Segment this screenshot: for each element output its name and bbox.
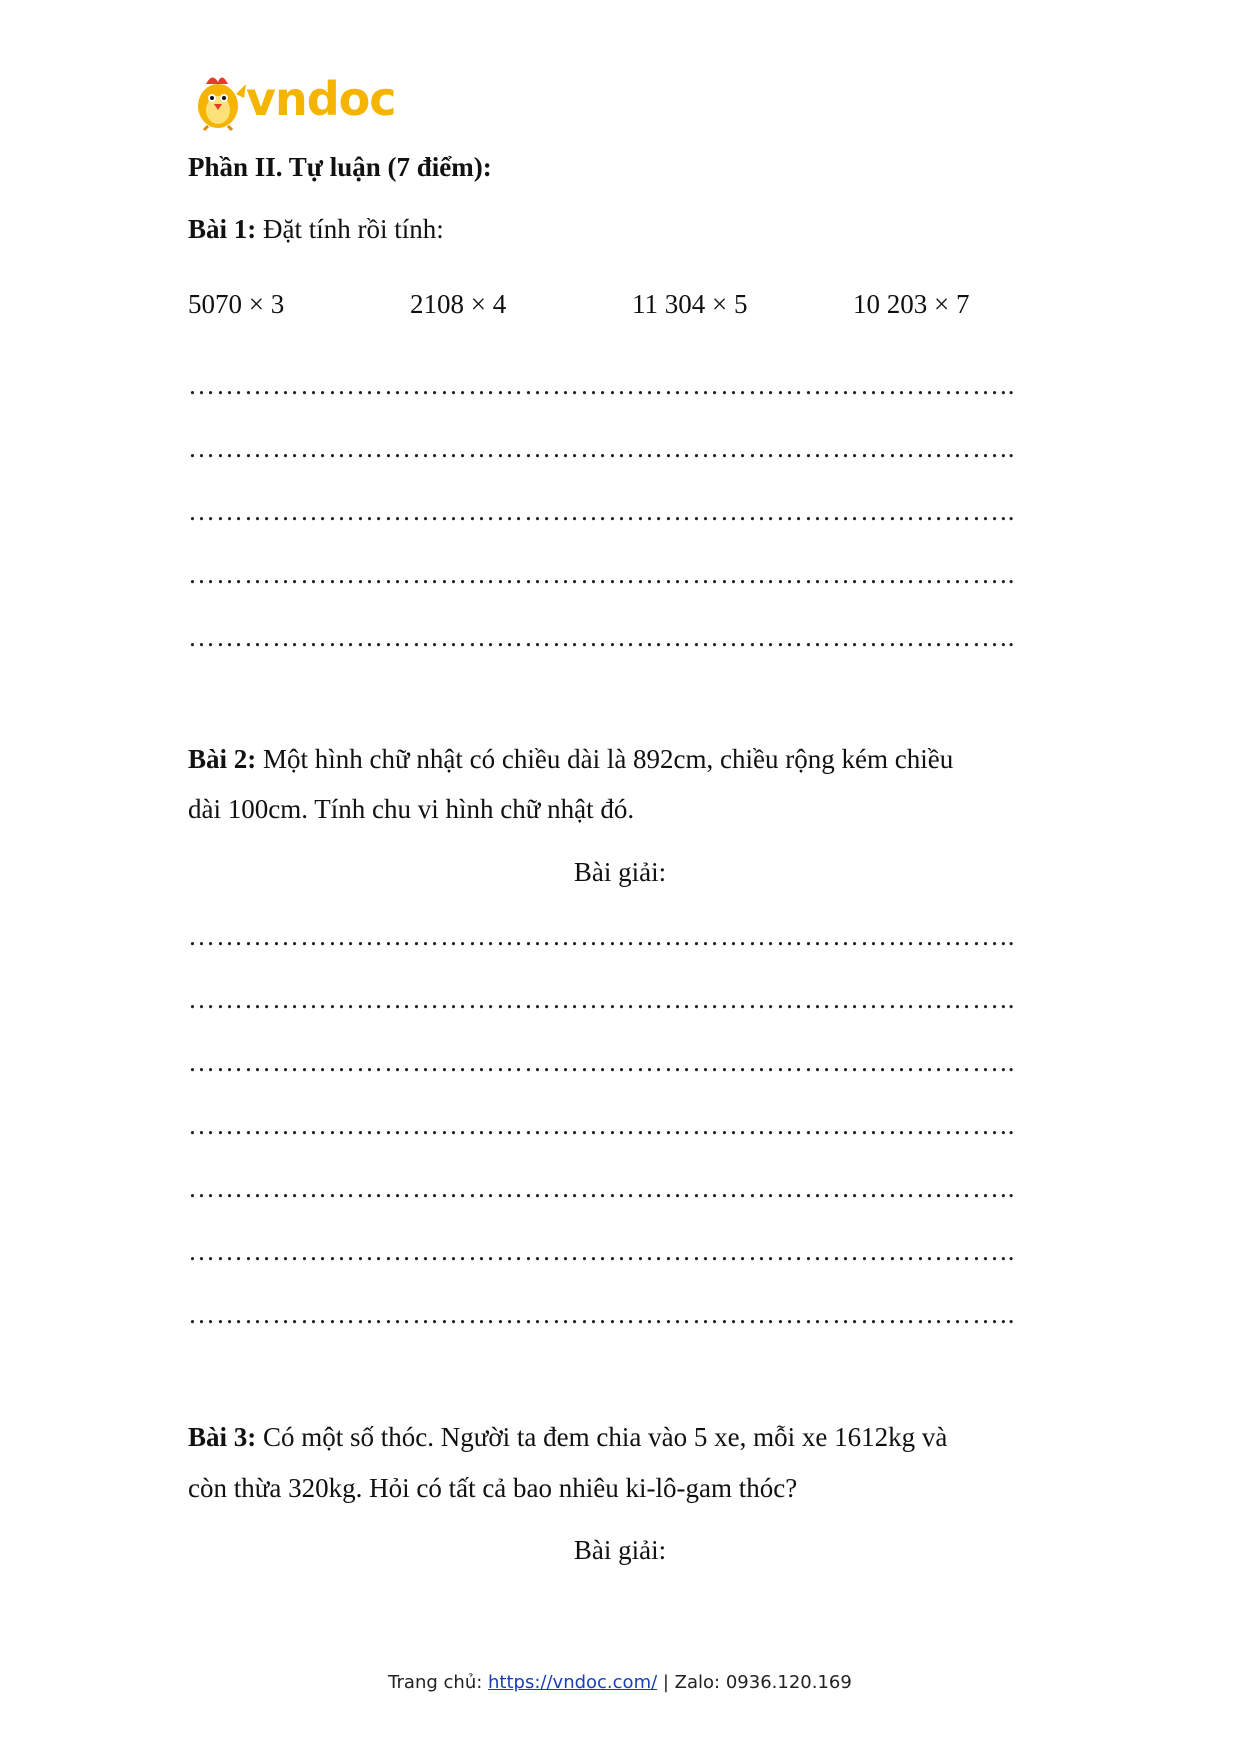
bai1-text: Đặt tính rồi tính: [256,214,444,244]
answer-dot-line: …………………………………………………………………………….. [188,1047,1016,1077]
answer-dot-line: …………………………………………………………………………….. [188,496,1016,526]
bai3-text-line2: còn thừa 320kg. Hỏi có tất cả bao nhiêu ki-lô-gam thóc? [188,1473,798,1503]
footer-zalo: | Zalo: 0936.120.169 [657,1672,852,1693]
answer-dot-line: …………………………………………………………………………….. [188,1110,1016,1140]
answer-dot-line: …………………………………………………………………………….. [188,622,1016,652]
section-title: Phần II. Tự luận (7 điểm): [188,152,492,182]
bai3-label: Bài 3: [188,1422,257,1452]
answer-dot-line: …………………………………………………………………………….. [188,370,1016,400]
bai1-expression: 5070 × 3 [188,289,285,319]
bai3-line1 [188,1420,947,1454]
bai2-text-line1: Một hình chữ nhật có chiều dài là 892cm, chiều rộng kém chiều [256,744,954,774]
bai3-solution-label: Bài giải: [573,1535,667,1565]
bai2-solution-label: Bài giải: [573,857,667,887]
answer-dot-line: …………………………………………………………………………….. [188,1299,1016,1329]
bai1-expression: 11 304 × 5 [632,289,748,319]
answer-dot-line: …………………………………………………………………………….. [188,921,1016,951]
footer-prefix: Trang chủ: [388,1672,489,1693]
bai1-expression: 2108 × 4 [410,289,507,319]
bai1-heading [188,212,444,246]
answer-dot-line: …………………………………………………………………………….. [188,433,1016,463]
answer-dot-line: …………………………………………………………………………….. [188,1173,1016,1203]
answer-dot-line: …………………………………………………………………………….. [188,984,1016,1014]
bai1-expression: 10 203 × 7 [853,289,970,319]
bai2-text-line2: dài 100cm. Tính chu vi hình chữ nhật đó. [188,794,635,824]
bai2-label: Bài 2: [188,744,257,774]
page-footer [0,1672,1240,1693]
bai2-line1 [188,742,1050,776]
answer-dot-line: …………………………………………………………………………….. [188,1236,1016,1266]
answer-dot-line: …………………………………………………………………………….. [188,559,1016,589]
vndoc-logo-text: vndoc [246,72,396,126]
bai1-label: Bài 1: [188,214,257,244]
bai3-text-line1: Có một số thóc. Người ta đem chia vào 5 xe, mỗi xe 1612kg và [256,1422,948,1452]
homepage-link[interactable]: https://vndoc.com/ [488,1672,658,1693]
